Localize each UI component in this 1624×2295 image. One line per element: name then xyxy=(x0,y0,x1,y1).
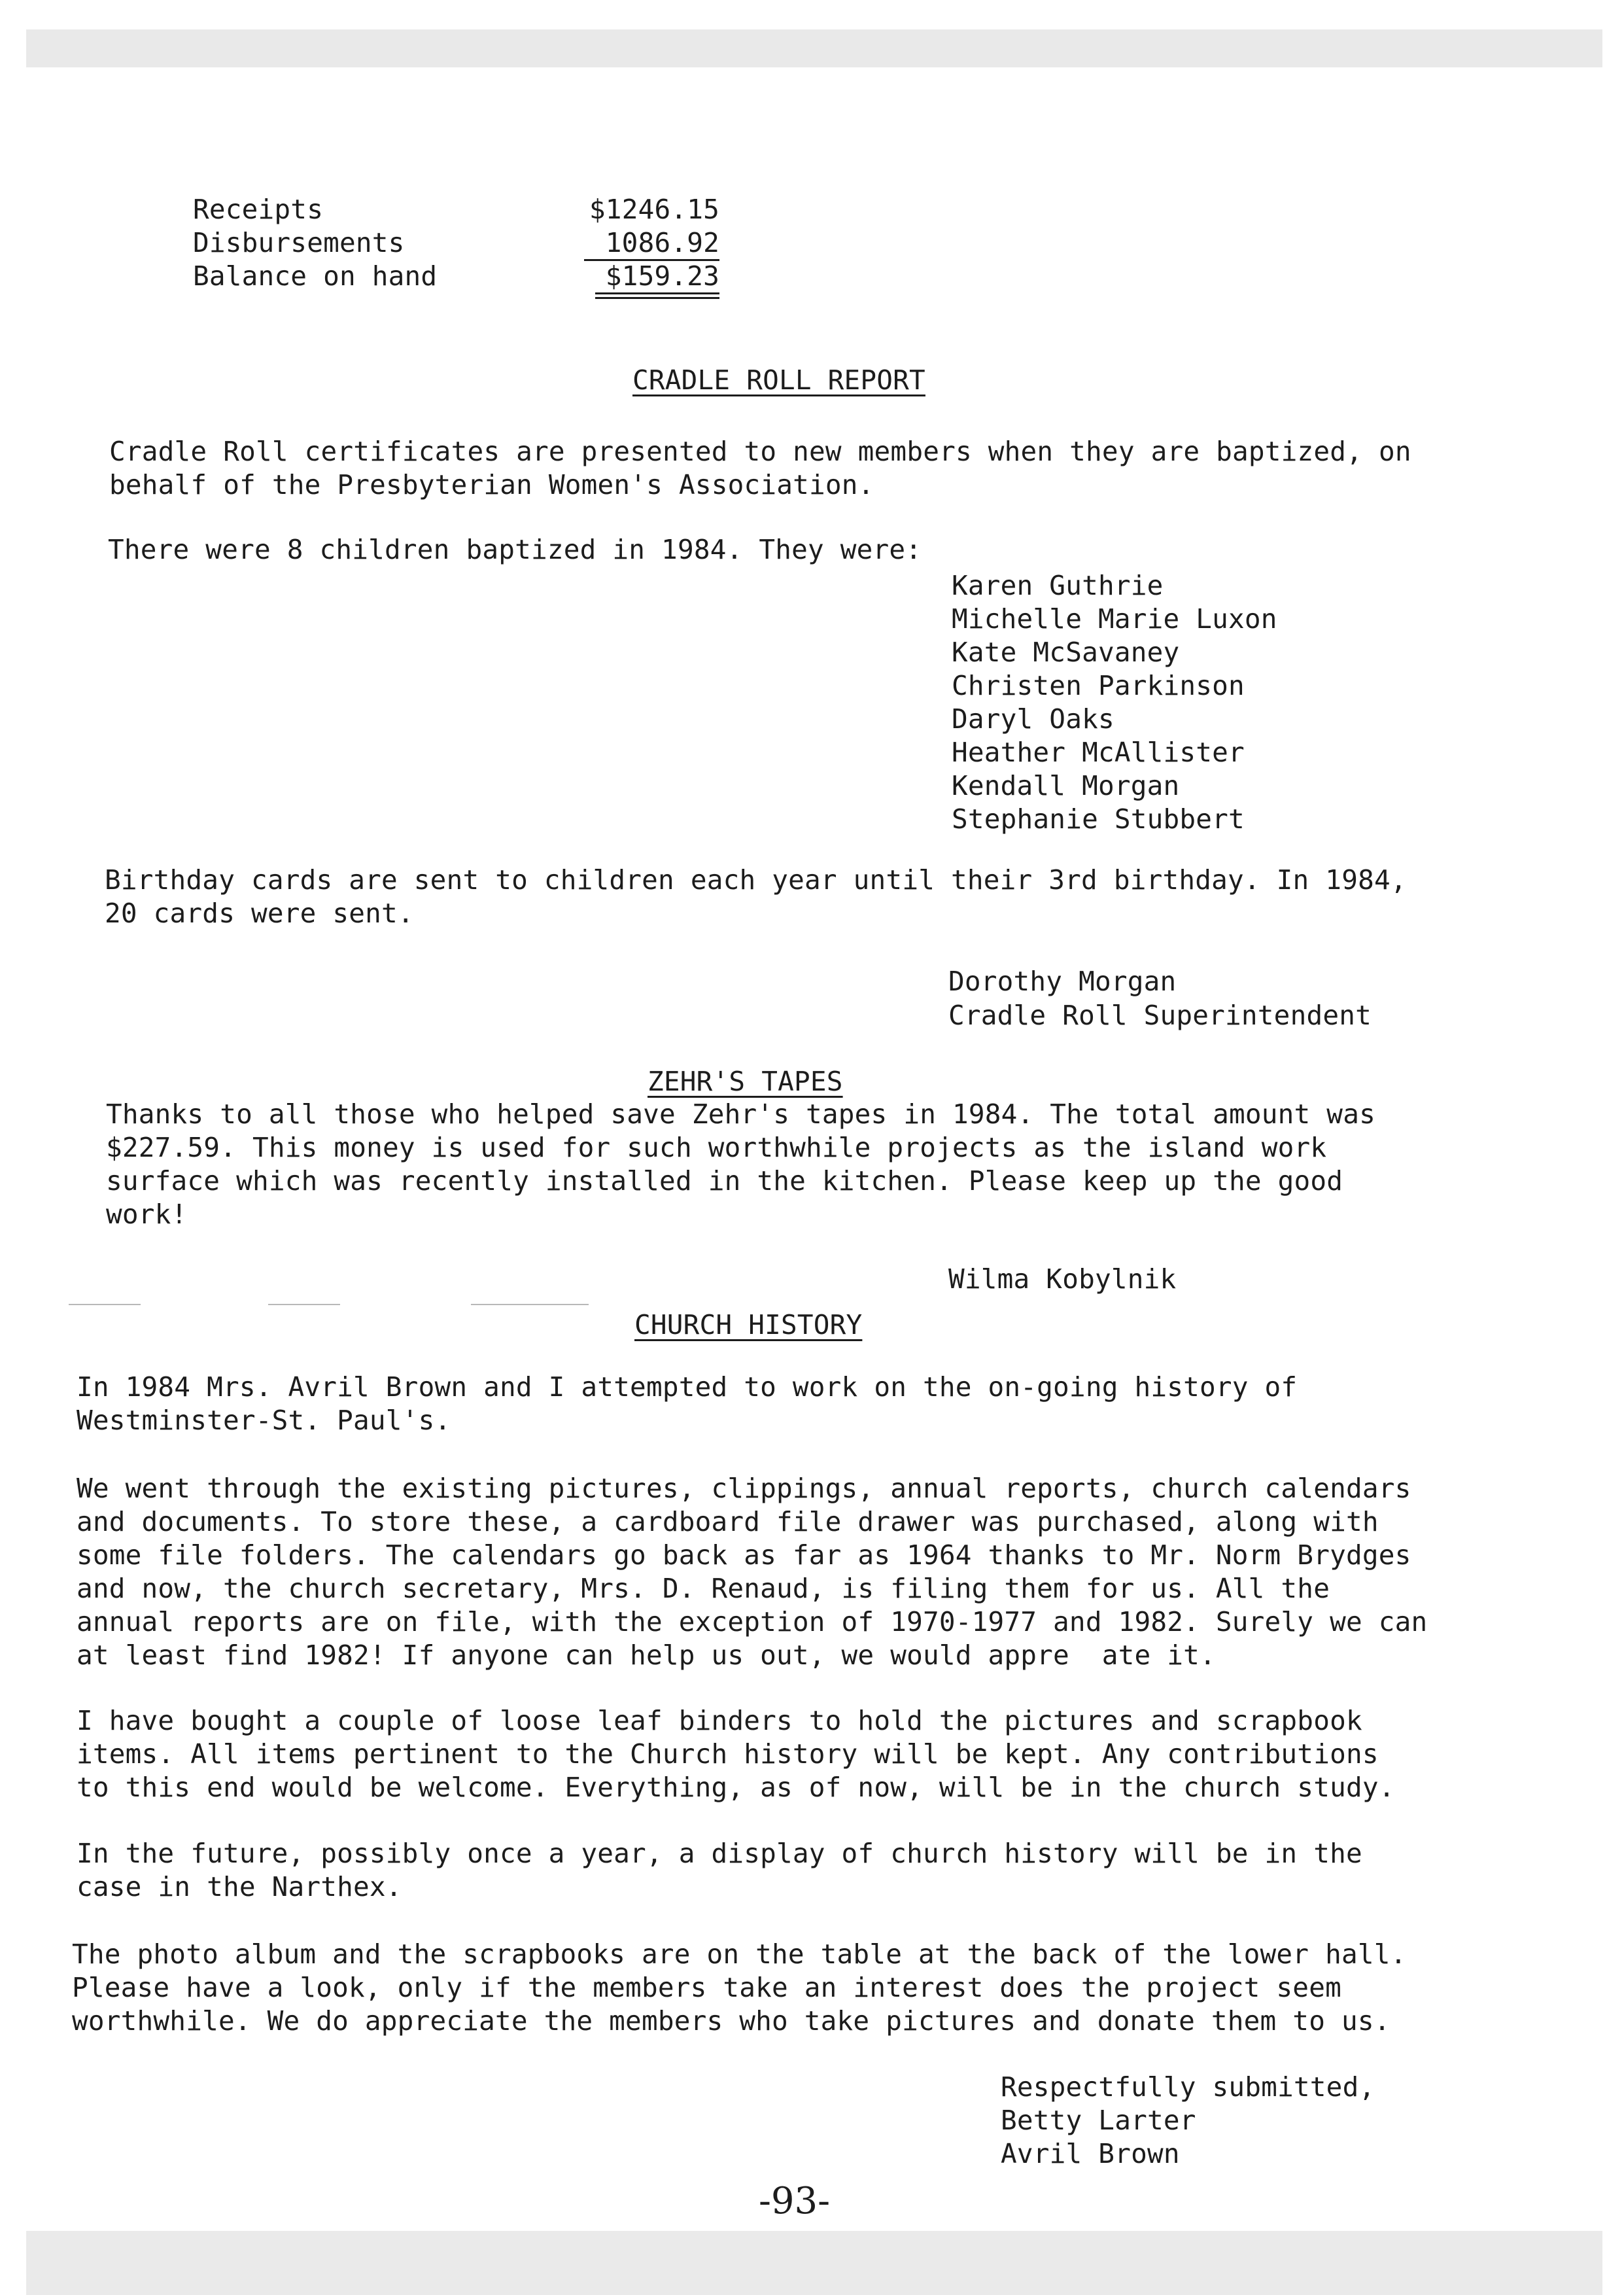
child-name: Karen Guthrie xyxy=(952,570,1164,601)
balance-label: Balance on hand xyxy=(193,260,438,292)
balance-value: $159.23 xyxy=(605,260,719,292)
history-p2-line: We went through the existing pictures, clippings, annual reports, church calendars xyxy=(77,1473,1411,1504)
scan-artifact-line xyxy=(268,1304,340,1305)
child-name: Stephanie Stubbert xyxy=(952,803,1245,835)
history-p5-line: The photo album and the scrapbooks are on the table at the back of the lower hall. xyxy=(72,1938,1407,1970)
child-name: Kate McSavaney xyxy=(952,637,1180,668)
scan-artifact-line xyxy=(69,1304,141,1305)
history-signer-2: Avril Brown xyxy=(1001,2138,1180,2169)
disbursements-value: 1086.92 xyxy=(605,227,719,258)
receipts-label: Receipts xyxy=(193,194,324,225)
scan-top-edge xyxy=(26,29,1602,67)
history-p3-line: I have bought a couple of loose leaf binders to hold the pictures and scrapbook xyxy=(77,1705,1362,1736)
history-p1-line: In 1984 Mrs. Avril Brown and I attempted to work on the on-going history of xyxy=(77,1371,1298,1403)
history-p4-line: In the future, possibly once a year, a display of church history will be in the xyxy=(77,1838,1362,1869)
zehrs-line: work! xyxy=(106,1199,188,1230)
child-name: Michelle Marie Luxon xyxy=(952,603,1277,635)
cradle-roll-signer-name: Dorothy Morgan xyxy=(948,966,1177,997)
history-closing: Respectfully submitted, xyxy=(1001,2071,1375,2103)
history-p2-line: and documents. To store these, a cardboard file drawer was purchased, along with xyxy=(77,1506,1379,1537)
zehrs-line: Thanks to all those who helped save Zehr's tapes in 1984. The total amount was xyxy=(106,1098,1375,1130)
history-p4-line: case in the Narthex. xyxy=(77,1871,402,1902)
history-p5-line: Please have a look, only if the members take an interest does the project seem xyxy=(72,1972,1341,2003)
cradle-roll-signer-title: Cradle Roll Superintendent xyxy=(948,1000,1372,1031)
history-p3-line: to this end would be welcome. Everything, as of now, will be in the church study. xyxy=(77,1772,1395,1803)
child-name: Heather McAllister xyxy=(952,737,1245,768)
history-p3-line: items. All items pertinent to the Church history will be kept. Any contributions xyxy=(77,1738,1379,1770)
zehrs-heading: ZEHR'S TAPES xyxy=(648,1066,843,1097)
cradle-roll-para1-line2: behalf of the Presbyterian Women's Association. xyxy=(109,469,874,500)
zehrs-line: surface which was recently installed in the kitchen. Please keep up the good xyxy=(106,1165,1343,1197)
child-name: Daryl Oaks xyxy=(952,703,1114,735)
scan-bottom-edge xyxy=(26,2231,1602,2295)
zehrs-signer: Wilma Kobylnik xyxy=(948,1263,1177,1295)
history-p2-line: and now, the church secretary, Mrs. D. Renaud, is filing them for us. All the xyxy=(77,1573,1330,1604)
page-number: -93- xyxy=(759,2180,831,2222)
receipts-value: $1246.15 xyxy=(589,194,719,225)
zehrs-line: $227.59. This money is used for such worthwhile projects as the island work xyxy=(106,1132,1327,1163)
cradle-roll-para3-line2: 20 cards were sent. xyxy=(105,898,414,929)
history-p5-line: worthwhile. We do appreciate the members who take pictures and donate them to us. xyxy=(72,2005,1391,2037)
history-signer-1: Betty Larter xyxy=(1001,2105,1196,2136)
balance-rule-1 xyxy=(595,292,719,294)
cradle-roll-para3-line1: Birthday cards are sent to children each year until their 3rd birthday. In 1984, xyxy=(105,864,1407,896)
history-p2-line: at least find 1982! If anyone can help us out, we would appre ate it. xyxy=(77,1639,1216,1671)
cradle-roll-heading: CRADLE ROLL REPORT xyxy=(632,364,925,396)
history-p1-line: Westminster-St. Paul's. xyxy=(77,1405,451,1436)
history-p2-line: some file folders. The calendars go back as far as 1964 thanks to Mr. Norm Brydges xyxy=(77,1539,1411,1571)
disbursements-label: Disbursements xyxy=(193,227,405,258)
child-name: Christen Parkinson xyxy=(952,670,1245,701)
church-history-heading: CHURCH HISTORY xyxy=(634,1309,863,1340)
balance-rule-2 xyxy=(595,297,719,299)
cradle-roll-para2: There were 8 children baptized in 1984. They were: xyxy=(108,534,922,565)
scan-artifact-line xyxy=(471,1304,589,1305)
child-name: Kendall Morgan xyxy=(952,770,1180,801)
cradle-roll-para1-line1: Cradle Roll certificates are presented to new members when they are baptized, on xyxy=(109,436,1411,467)
history-p2-line: annual reports are on file, with the exception of 1970-1977 and 1982. Surely we can xyxy=(77,1606,1428,1638)
